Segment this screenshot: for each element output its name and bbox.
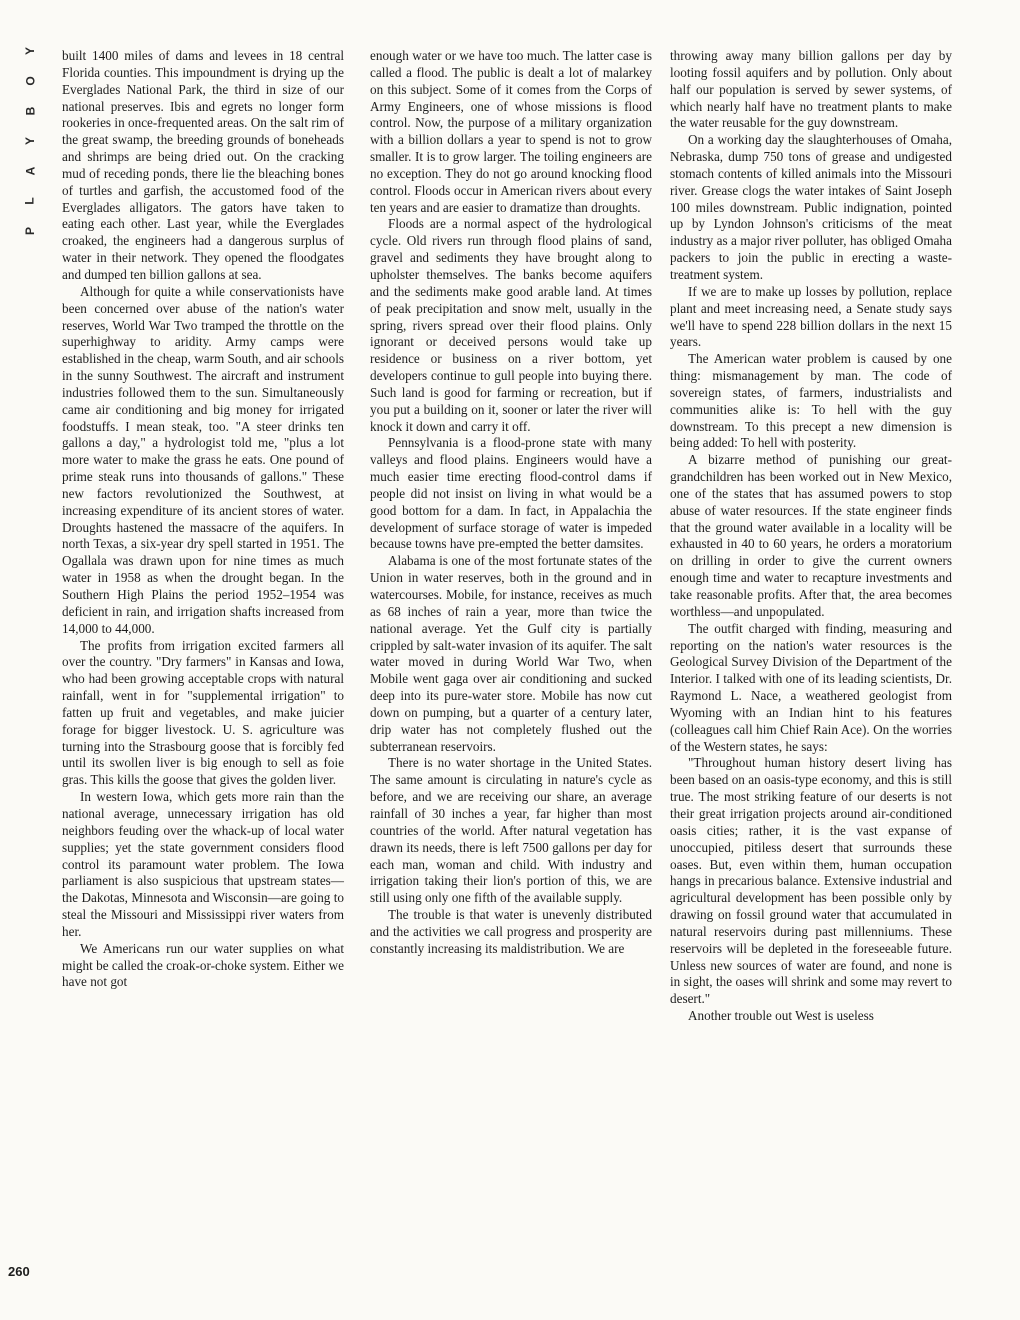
- article-paragraph: The profits from irrigation excited farmers all over the country. "Dry farmers" in Kansas and Iowa, who had been growing acceptable crops with natural rainfall, went in for "supplemental irrigation" to fatten up fruit and vegetables, and make juicier forage for bigger livestock. U. S. agriculture was turning into the Strasbourg goose that is forcibly fed until its swollen liver is big enough to sell as foie gras. This kills the goose that gives the golden liver.: [62, 637, 344, 788]
- masthead-letter: P: [23, 226, 38, 236]
- article-paragraph: "Throughout human history desert living has been based on an oasis-type economy, and this is still true. The most striking feature of our deserts is not their great irrigation projects around air-conditioned oasis cities; rather, it is the vast expanse of unoccupied, pitiless desert that surrounds these oases. But, even within them, human occupation hangs in precarious balance. Extensive industrial and agricultural development has been possible only by drawing on fossil ground water that accumulated in natural reservoirs during past millenniums. These reservoirs will be depleted in the foreseeable future. Unless new sources of water are found, and none is in sight, the oases will shrink and some may revert to desert.": [670, 755, 952, 1007]
- article-paragraph: On a working day the slaughterhouses of Omaha, Nebraska, dump 750 tons of grease and undigested stomach contents of killed animals into the Missouri river. Grease clogs the water intakes of Saint Joseph 100 miles downstream. Public indignation, pointed up by Lyndon Johnson's criticisms of the meat industry as a major river polluter, has obliged Omaha packers to join the public in erecting a waste-treatment system.: [670, 132, 952, 282]
- masthead-letter: L: [22, 197, 37, 205]
- article-paragraph: There is no water shortage in the United States. The same amount is circulating in nature's cycle as before, and we are receiving our share, an average rainfall of 30 inches a year, far higher than most countries of the world. After natural vegetation has drawn its needs, there is left 7500 gallons per day for each man, woman and child. With industry and irrigation taking their lion's portion of this, we are still using only one fifth of the available supply.: [370, 755, 652, 906]
- article-paragraph: throwing away many billion gallons per day by looting fossil aquifers and by pollution. Only about half our population is served by sewer systems, of which nearly half have no treatment plants to make the water reusable for the guy downstream.: [670, 48, 952, 131]
- article-paragraph: We Americans run our water supplies on what might be called the croak-or-choke system. Either we have not got: [62, 940, 344, 990]
- article-paragraph: In western Iowa, which gets more rain than the national average, unnecessary irrigation has old neighbors feuding over the whack-up of local water supplies; yet the state government considers flood control its paramount water problem. The Iowa parliament is also suspicious that upstream states—the Dakotas, Minnesota and Wisconsin—are going to steal the Missouri and Mississippi river waters from her.: [62, 789, 344, 939]
- article-paragraph: A bizarre method of punishing our great-grandchildren has been worked out in New Mexico, one of the states that has assumed powers to stop abuse of water resources. If the state engineer finds that the ground water available in a locality will be exhausted in 40 to 60 years, he orders a moratorium on drilling in order to give the current owners enough time and water to recapture investments and take reasonable profits. After that, the area becomes worthless—and unpopulated.: [670, 452, 952, 619]
- article-column-2: [370, 48, 652, 958]
- article-paragraph: Pennsylvania is a flood-prone state with many valleys and flood plains. Engineers would have a much easier time erecting flood-control dams if people did not insist on living in what would be a good bottom for a dam. In fact, in Appalachia the development of surface storage of water is impeded because towns have pre-empted the better damsites.: [370, 435, 652, 552]
- article-paragraph: The American water problem is caused by one thing: mismanagement by man. The code of sovereign states, of farmers, industrialists and communities alike is: To hell with the guy downstream. To this precept a new dimension is being added: To hell with posterity.: [670, 351, 952, 451]
- article-paragraph: Another trouble out West is useless: [688, 1008, 874, 1024]
- article-paragraph: The trouble is that water is unevenly distributed and the activities we call progress and prosperity are constantly increasing its maldistribution. We are: [370, 907, 652, 956]
- article-paragraph: The outfit charged with finding, measuring and reporting on the nation's water resources is the Geological Survey Division of the Department of the Interior. I talked with one of its leading scientists, Dr. Raymond L. Nace, a weathered geologist from Wyoming with an Indian hint to his features (colleagues call him Chief Rain Ace). On the worries of the Western states, he says:: [670, 620, 952, 754]
- article-paragraph: Floods are a normal aspect of the hydrological cycle. Old rivers run through flood plains of sand, gravel and sediments they have brought along to upholster themselves. The banks become aquifers and the sediments make good arable land. At times of peak precipitation and snow melt, usually in the spring, rivers spread over their flood plains. Only ignorant or deceived persons would take up residence or business on a river bottom, yet developers continue to gull people into buying there. Such land is good for farming or recreation, but if you put a building on it, sooner or later the river will knock it down and carry it off.: [370, 216, 652, 434]
- masthead-letter: B: [23, 106, 38, 116]
- masthead-letter: A: [23, 166, 38, 176]
- masthead-letter: O: [23, 76, 38, 86]
- article-column-3: [670, 48, 952, 1025]
- article-paragraph: If we are to make up losses by pollution, replace plant and meet increasing need, a Senate study says we'll have to spend 228 billion dollars in the next 15 years.: [670, 283, 952, 350]
- masthead-letter: Y: [23, 136, 38, 146]
- article-paragraph: Alabama is one of the most fortunate states of the Union in water reserves, both in the ground and in watercourses. Mobile, for instance, receives as much as 68 inches of rain a year, more than twice the national average. Yet the Gulf city is partially crippled by salt-water invasion of its aquifer. The salt water moved in during World War Two, when Mobile went gaga over air conditioning and sucked deep into its pure-water store. Mobile has now cut down on pumping, but a quarter of a century later, drip water has not completely flushed out the subterranean reservoirs.: [370, 553, 652, 754]
- article-paragraph: Although for quite a while conservationists have been concerned over abuse of the nation's water reserves, World War Two tramped the throttle on the superhighway to aridity. Army camps were established in the cheap, warm South, and air schools in the sunny Southwest. The aircraft and instrument industries followed them to the sun. Simultaneously came air conditioning and big money for irrigated foodstuffs. I mean steak, too. "A steer drinks ten gallons a day," a hydrologist told me, "plus a lot more water to make the grass he eats. One pound of prime steak runs into thousands of gallons." These new factors revolutionized the Southwest, at increasing expenditure of its ancient stores of water. Droughts hastened the massacre of the aquifers. In north Texas, a six-year dry spell started in 1951. The Ogallala was drawn upon for nine times as much water in 1958 as when the drought began. In the Southern High Plains the period 1952–1954 was deficient in rain, and irrigation shafts increased from 14,000 to 44,000.: [62, 283, 344, 636]
- magazine-name: [14, 44, 54, 234]
- article-column-1: [62, 48, 344, 991]
- article-paragraph: built 1400 miles of dams and levees in 18 central Florida counties. This impoundment is drying up the Everglades National Park, the third in size of our national preserves. Ibis and egrets no longer form rookeries in once-frequented areas. On the salt rim of the great swamp, the breeding grounds of boneheads and shrimps are being dried out. On the cracking mud of receding ponds, there lie the bleaching bones of turtles and garfish, the accustomed food of the Everglades alligators. The gators have taken to eating each other. Last year, while the Everglades croaked, the engineers had a dangerous surplus of water in their network. They opened the floodgates and dumped ten billion gallons at sea.: [62, 48, 344, 282]
- page-number: 260: [8, 1264, 30, 1279]
- article-paragraph: enough water or we have too much. The latter case is called a flood. The public is dealt a lot of malarkey on this subject. Some of it comes from the Corps of Army Engineers, one of whose missions is flood control. Now, the purpose of a military organization with a billion dollars a year to spend is not to grow smaller. It is to grow larger. The toiling engineers are no exception. They do not go around knocking flood control. Floods occur in American rivers about every ten years and are easier to dramatize than droughts.: [370, 48, 652, 215]
- masthead-letter: Y: [23, 46, 38, 56]
